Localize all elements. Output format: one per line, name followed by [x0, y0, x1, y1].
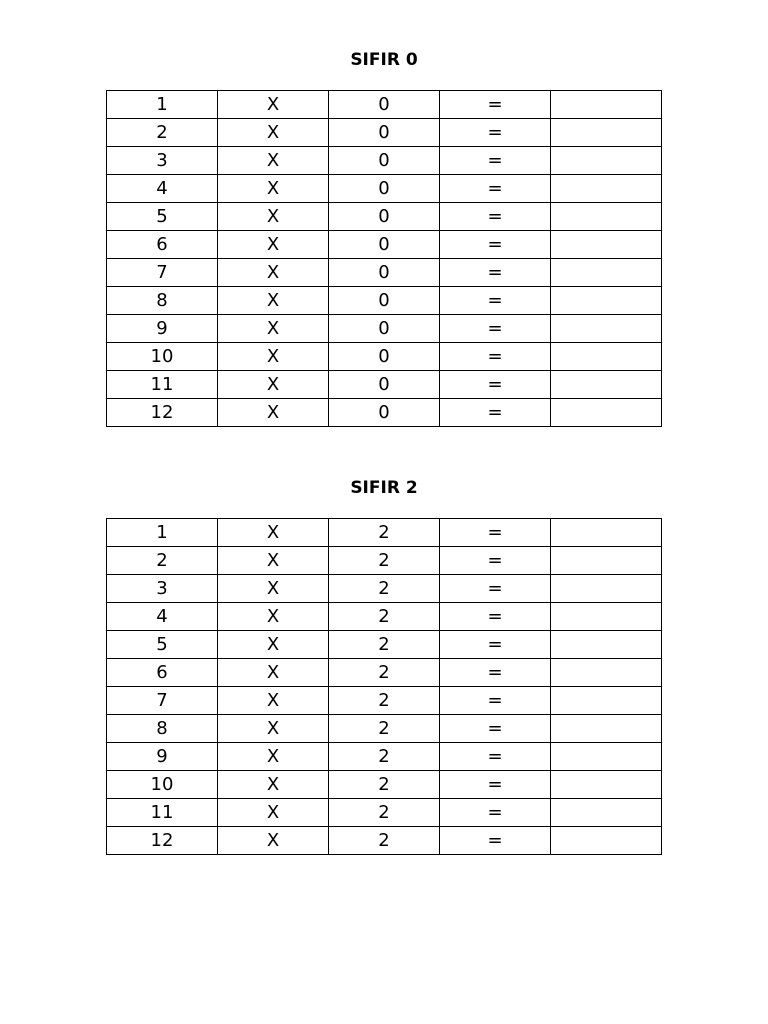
operator-cell: X: [218, 203, 329, 231]
multiplier-cell: 2: [329, 827, 440, 855]
table-row: [107, 91, 662, 119]
multiplier-cell: 2: [329, 519, 440, 547]
table-row: [107, 575, 662, 603]
equals-cell: =: [440, 287, 551, 315]
equals-cell: =: [440, 259, 551, 287]
table-row: [107, 715, 662, 743]
multiplicand-cell: 2: [107, 547, 218, 575]
multiplicand-cell: 9: [107, 743, 218, 771]
operator-cell: X: [218, 147, 329, 175]
multiplicand-cell: 1: [107, 91, 218, 119]
answer-cell[interactable]: [551, 743, 662, 771]
operator-cell: X: [218, 91, 329, 119]
multiplicand-cell: 6: [107, 659, 218, 687]
multiplicand-cell: 12: [107, 827, 218, 855]
equals-cell: =: [440, 799, 551, 827]
answer-cell[interactable]: [551, 203, 662, 231]
table-row: [107, 603, 662, 631]
operator-cell: X: [218, 519, 329, 547]
answer-cell[interactable]: [551, 371, 662, 399]
answer-cell[interactable]: [551, 631, 662, 659]
multiplier-cell: 2: [329, 743, 440, 771]
table-row: [107, 371, 662, 399]
multiplicand-cell: 8: [107, 715, 218, 743]
multiplicand-cell: 2: [107, 119, 218, 147]
answer-cell[interactable]: [551, 175, 662, 203]
table-row: [107, 687, 662, 715]
multiplicand-cell: 6: [107, 231, 218, 259]
multiplier-cell: 0: [329, 231, 440, 259]
multiplier-cell: 0: [329, 119, 440, 147]
equals-cell: =: [440, 91, 551, 119]
equals-cell: =: [440, 343, 551, 371]
multiplicand-cell: 7: [107, 687, 218, 715]
table-row: [107, 315, 662, 343]
multiplier-cell: 2: [329, 799, 440, 827]
operator-cell: X: [218, 371, 329, 399]
answer-cell[interactable]: [551, 119, 662, 147]
answer-cell[interactable]: [551, 287, 662, 315]
equals-cell: =: [440, 399, 551, 427]
table-row: [107, 399, 662, 427]
multiplier-cell: 0: [329, 91, 440, 119]
operator-cell: X: [218, 575, 329, 603]
multiplicand-cell: 9: [107, 315, 218, 343]
operator-cell: X: [218, 743, 329, 771]
equals-cell: =: [440, 771, 551, 799]
answer-cell[interactable]: [551, 827, 662, 855]
table-row: [107, 827, 662, 855]
answer-cell[interactable]: [551, 799, 662, 827]
multiplicand-cell: 12: [107, 399, 218, 427]
table-row: [107, 799, 662, 827]
equals-cell: =: [440, 231, 551, 259]
operator-cell: X: [218, 715, 329, 743]
table-row: [107, 631, 662, 659]
answer-cell[interactable]: [551, 519, 662, 547]
equals-cell: =: [440, 175, 551, 203]
multiplicand-cell: 8: [107, 287, 218, 315]
answer-cell[interactable]: [551, 259, 662, 287]
table-row: [107, 175, 662, 203]
multiplier-cell: 0: [329, 371, 440, 399]
operator-cell: X: [218, 603, 329, 631]
equals-cell: =: [440, 147, 551, 175]
equals-cell: =: [440, 743, 551, 771]
answer-cell[interactable]: [551, 91, 662, 119]
multiplicand-cell: 11: [107, 799, 218, 827]
table-row: [107, 659, 662, 687]
operator-cell: X: [218, 343, 329, 371]
equals-cell: =: [440, 687, 551, 715]
multiplicand-cell: 3: [107, 575, 218, 603]
answer-cell[interactable]: [551, 687, 662, 715]
operator-cell: X: [218, 799, 329, 827]
equals-cell: =: [440, 827, 551, 855]
equals-cell: =: [440, 575, 551, 603]
multiplier-cell: 0: [329, 175, 440, 203]
operator-cell: X: [218, 399, 329, 427]
section-title-sifir-2: SIFIR 2: [350, 478, 418, 498]
multiplicand-cell: 4: [107, 175, 218, 203]
answer-cell[interactable]: [551, 231, 662, 259]
multiplier-cell: 2: [329, 603, 440, 631]
multiplier-cell: 2: [329, 715, 440, 743]
table-row: [107, 203, 662, 231]
table-row: [107, 771, 662, 799]
multiplicand-cell: 4: [107, 603, 218, 631]
operator-cell: X: [218, 771, 329, 799]
multiplicand-cell: 7: [107, 259, 218, 287]
table-row: [107, 119, 662, 147]
multiplication-table-sifir-0: [106, 90, 662, 427]
operator-cell: X: [218, 175, 329, 203]
equals-cell: =: [440, 315, 551, 343]
answer-cell[interactable]: [551, 343, 662, 371]
multiplier-cell: 2: [329, 687, 440, 715]
operator-cell: X: [218, 287, 329, 315]
equals-cell: =: [440, 371, 551, 399]
equals-cell: =: [440, 119, 551, 147]
equals-cell: =: [440, 519, 551, 547]
operator-cell: X: [218, 659, 329, 687]
multiplicand-cell: 3: [107, 147, 218, 175]
equals-cell: =: [440, 203, 551, 231]
multiplier-cell: 0: [329, 315, 440, 343]
table-row: [107, 231, 662, 259]
operator-cell: X: [218, 119, 329, 147]
table-row: [107, 259, 662, 287]
multiplication-table-sifir-2: [106, 518, 662, 855]
answer-cell[interactable]: [551, 547, 662, 575]
operator-cell: X: [218, 631, 329, 659]
equals-cell: =: [440, 659, 551, 687]
table-row: [107, 287, 662, 315]
table-row: [107, 519, 662, 547]
multiplicand-cell: 1: [107, 519, 218, 547]
multiplier-cell: 0: [329, 259, 440, 287]
equals-cell: =: [440, 547, 551, 575]
multiplier-cell: 0: [329, 343, 440, 371]
answer-cell[interactable]: [551, 575, 662, 603]
equals-cell: =: [440, 603, 551, 631]
multiplier-cell: 2: [329, 547, 440, 575]
operator-cell: X: [218, 231, 329, 259]
equals-cell: =: [440, 631, 551, 659]
table-row: [107, 343, 662, 371]
multiplier-cell: 2: [329, 631, 440, 659]
multiplicand-cell: 10: [107, 343, 218, 371]
table-row: [107, 743, 662, 771]
operator-cell: X: [218, 687, 329, 715]
multiplier-cell: 2: [329, 659, 440, 687]
operator-cell: X: [218, 259, 329, 287]
answer-cell[interactable]: [551, 715, 662, 743]
answer-cell[interactable]: [551, 771, 662, 799]
answer-cell[interactable]: [551, 603, 662, 631]
multiplicand-cell: 10: [107, 771, 218, 799]
multiplicand-cell: 5: [107, 203, 218, 231]
table-row: [107, 147, 662, 175]
answer-cell[interactable]: [551, 315, 662, 343]
multiplier-cell: 0: [329, 287, 440, 315]
multiplicand-cell: 11: [107, 371, 218, 399]
answer-cell[interactable]: [551, 147, 662, 175]
answer-cell[interactable]: [551, 659, 662, 687]
operator-cell: X: [218, 315, 329, 343]
answer-cell[interactable]: [551, 399, 662, 427]
equals-cell: =: [440, 715, 551, 743]
multiplier-cell: 2: [329, 771, 440, 799]
table-row: [107, 547, 662, 575]
section-title-sifir-0: SIFIR 0: [350, 50, 418, 70]
operator-cell: X: [218, 827, 329, 855]
multiplier-cell: 0: [329, 399, 440, 427]
multiplier-cell: 0: [329, 147, 440, 175]
operator-cell: X: [218, 547, 329, 575]
multiplier-cell: 2: [329, 575, 440, 603]
multiplier-cell: 0: [329, 203, 440, 231]
multiplicand-cell: 5: [107, 631, 218, 659]
